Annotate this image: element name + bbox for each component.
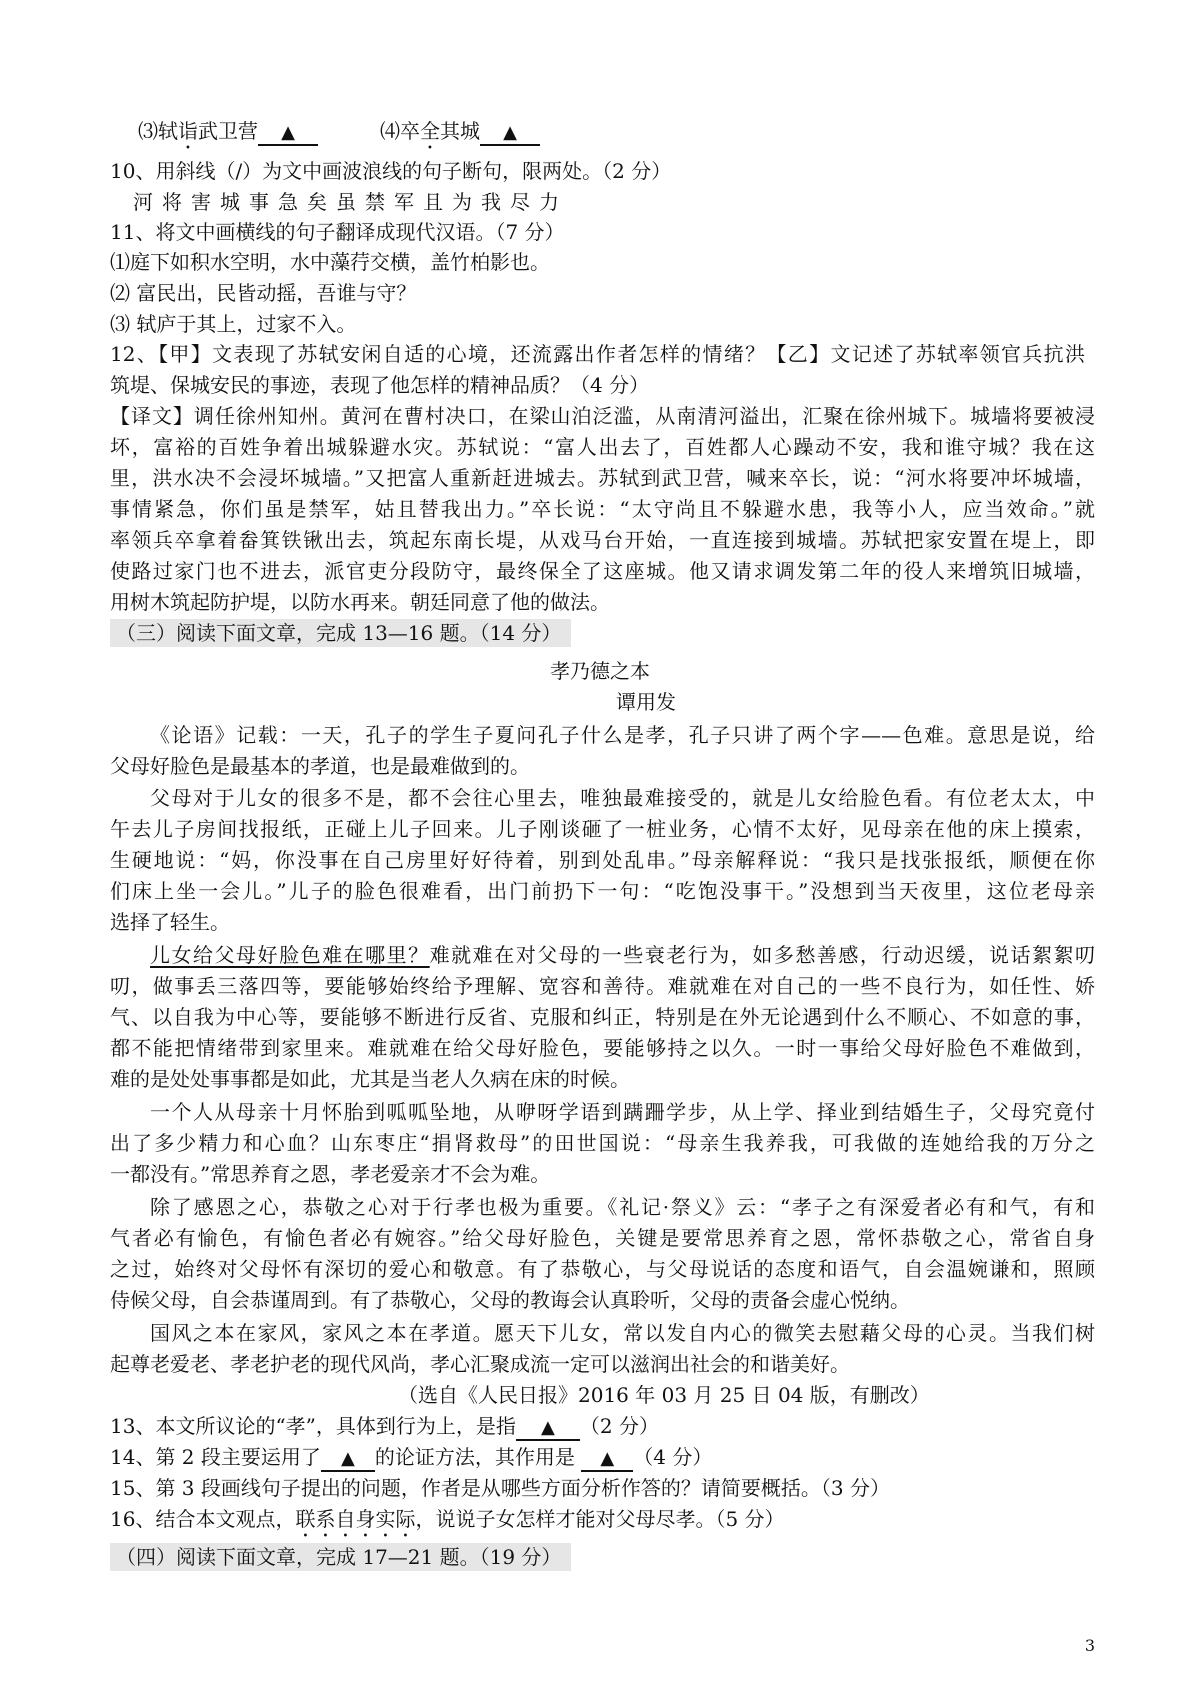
para3-line-1 <box>150 940 1095 970</box>
para2-line-5: 选择了轻生。 <box>110 910 230 934</box>
q14-prefix: 14、第 2 段主要运用了 <box>110 1445 321 1469</box>
answer-blank[interactable]: ▲ <box>321 1448 375 1472</box>
q14 <box>110 1442 712 1472</box>
para3-line-3: 气、以自我为中心等，要能够不断进行反省、克服和纠正，特别是在外无论遇到什么不顺心、不如意的事， <box>110 1005 1095 1029</box>
para5-line-2: 气者必有愉色，有愉色者必有婉容。”给父母好脸色，关键是要常思养育之恩，常怀恭敬之心，常省自身 <box>110 1226 1095 1250</box>
q9-item3 <box>138 116 318 154</box>
q16 <box>110 1504 785 1542</box>
q12-line-1: 12、【甲】文表现了苏轼安闲自适的心境，还流露出作者怎样的情绪？【乙】文记述了苏轼率领官兵抗洪 <box>110 342 1085 366</box>
translation-line-6: 使路过家门也不进去，派官吏分段防守，最终保全了这座城。他又请求调发第二年的役人来增筑旧城墙， <box>110 559 1095 583</box>
translation-line-2: 坏，富裕的百姓争着出城躲避水灾。苏轼说：“富人出去了，百姓都人心躁动不安，我和谁守城？我在这 <box>110 435 1095 459</box>
q9-item3-prefix: ⑶轼 <box>138 119 178 143</box>
q9-item4 <box>380 116 540 154</box>
underlined-question: 儿女给父母好脸色难在哪里？ <box>150 943 430 967</box>
q11-item-2: ⑵ 富民出，民皆动摇，吾谁与守？ <box>110 281 417 305</box>
para1-line-2: 父母好脸色是最基本的孝道，也是最难做到的。 <box>110 754 530 778</box>
translation-line-7: 用树木筑起防护堤，以防水再来。朝廷同意了他的做法。 <box>110 590 610 614</box>
q13-suffix: （2 分） <box>579 1414 659 1438</box>
section3-header <box>110 618 571 648</box>
q13 <box>110 1411 659 1441</box>
q11-item-1: ⑴庭下如积水空明，水中藻荇交横，盖竹柏影也。 <box>110 250 550 274</box>
q14-suffix: （4 分） <box>633 1445 713 1469</box>
q9-item3-dotted-char: 诣 <box>178 119 198 143</box>
section4-header-text: （四）阅读下面文章，完成 17—21 题。（19 分） <box>110 1543 571 1571</box>
q12-line-2: 筑堤、保城安民的事迹，表现了他怎样的精神品质？（4 分） <box>110 373 650 397</box>
para2-line-1: 父母对于儿女的很多不是，都不会往心里去，唯独最难接受的，就是儿女给脸色看。有位老太太，中 <box>150 786 1095 810</box>
q14-middle: 的论证方法，其作用是 <box>374 1445 575 1469</box>
para3-line-5: 难的是处处事事都是如此，尤其是当老人久病在床的时候。 <box>110 1067 630 1091</box>
q9-item4-prefix: ⑷卒 <box>380 119 420 143</box>
q15: 15、第 3 段画线句子提出的问题，作者是从哪些方面分析作答的？请简要概括。（3 分） <box>110 1476 890 1500</box>
para2-line-4: 们床上坐一会儿。”儿子的脸色很难看，出门前扔下一句：“吃饱没事干。”没想到当天夜里，这位老母亲 <box>110 879 1095 903</box>
q9-item3-rest: 武卫营 <box>198 119 258 143</box>
answer-blank[interactable]: ▲ <box>258 122 318 146</box>
para6-line-2: 起尊老爱老、孝老护老的现代风尚，孝心汇聚成流一定可以滋润出社会的和谐美好。 <box>110 1352 850 1376</box>
para3-line-4: 都不能把情绪带到家里来。难就难在给父母好脸色，要能够持之以久。一时一事给父母好脸色不难做到， <box>110 1036 1095 1060</box>
q16-suffix: ，说说子女怎样才能对父母尽孝。（5 分） <box>415 1507 785 1531</box>
article-source: （选自《人民日报》2016 年 03 月 25 日 04 版，有删改） <box>398 1383 930 1407</box>
article-title: 孝乃德之本 <box>550 659 650 683</box>
para4-line-1: 一个人从母亲十月怀胎到呱呱坠地，从咿呀学语到蹒跚学步，从上学、择业到结婚生子，父母究竟付 <box>150 1100 1095 1124</box>
answer-blank[interactable]: ▲ <box>480 122 540 146</box>
q9-item4-dotted-char: 全 <box>420 119 440 143</box>
q16-prefix: 16、结合本文观点， <box>110 1507 296 1531</box>
para1-line-1: 《论语》记载：一天，孔子的学生子夏问孔子什么是孝，孔子只讲了两个字——色难。意思是说，给 <box>150 723 1095 747</box>
para4-line-2: 出了多少精力和心血？山东枣庄“捐肾救母”的田世国说：“母亲生我养我，可我做的连她给我的万分之 <box>110 1131 1095 1155</box>
q11-item-3: ⑶ 轼庐于其上，过家不入。 <box>110 312 357 336</box>
page-number: 3 <box>1084 1636 1095 1655</box>
q11-text: 11、将文中画横线的句子翻译成现代汉语。（7 分） <box>110 220 565 244</box>
q10-text: 10、用斜线（/）为文中画波浪线的句子断句，限两处。（2 分） <box>110 159 672 183</box>
q10-sentence: 河将害城事急矣虽禁军且为我尽力 <box>133 190 568 214</box>
q9-item4-rest: 其城 <box>440 119 480 143</box>
translation-line-4: 事情紧急，你们虽是禁军，姑且替我出力。”卒长说：“太守尚且不躲避水患，我等小人，应当效命。”就 <box>110 497 1095 521</box>
translation-line-3: 里，洪水决不会浸坏城墙。”又把富人重新赶进城去。苏轼到武卫营，喊来卒长，说：“河水将要冲坏城墙， <box>110 466 1095 490</box>
section3-header-text: （三）阅读下面文章，完成 13—16 题。（14 分） <box>110 619 571 647</box>
para4-line-3: 一都没有。”常思养育之恩，孝老爱亲才不会为难。 <box>110 1162 551 1186</box>
answer-blank[interactable]: ▲ <box>516 1417 580 1441</box>
q13-prefix: 13、本文所议论的“孝”，具体到行为上，是指 <box>110 1414 516 1438</box>
para2-line-2: 午去儿子房间找报纸，正碰上儿子回来。儿子刚谈砸了一桩业务，心情不太好，见母亲在他的床上摸索， <box>110 817 1095 841</box>
para5-line-4: 侍候父母，自会恭谨周到。有了恭敬心，父母的教诲会认真聆听，父母的责备会虚心悦纳。 <box>110 1288 910 1312</box>
para5-line-3: 之过，始终对父母怀有深切的爱心和敬意。有了恭敬心，与父母说话的态度和语气，自会温婉谦和，照顾 <box>110 1257 1095 1281</box>
section4-header <box>110 1542 571 1572</box>
translation-line-1: 【译文】调任徐州知州。黄河在曹村决口，在梁山泊泛滥，从南清河溢出，汇聚在徐州城下。城墙将要被浸 <box>110 404 1095 428</box>
translation-line-5: 率领兵卒拿着畚箕铁锹出去，筑起东南长堤，从戏马台开始，一直连接到城墙。苏轼把家安置在堤上，即 <box>110 528 1095 552</box>
para2-line-3: 生硬地说：“妈，你没事在自己房里好好待着，别到处乱串。”母亲解释说：“我只是找张报纸，顺便在你 <box>110 848 1095 872</box>
para3-line-1-rest: 难就难在对父母的一些衰老行为，如多愁善感，行动迟缓，说话絮絮叨 <box>429 943 1096 967</box>
q16-dotted-phrase: 联系自身实际 <box>295 1507 416 1531</box>
para6-line-1: 国风之本在家风，家风之本在孝道。愿天下儿女，常以发自内心的微笑去慰藉父母的心灵。当我们树 <box>150 1321 1095 1345</box>
para5-line-1: 除了感恩之心，恭敬之心对于行孝也极为重要。《礼记·祭义》云：“孝子之有深爱者必有和气，有和 <box>150 1195 1095 1219</box>
para3-line-2: 叨，做事丢三落四等，要能够始终给予理解、宽容和善待。难就难在对自己的一些不良行为，如任性、娇 <box>110 974 1095 998</box>
answer-blank[interactable]: ▲ <box>581 1448 633 1472</box>
article-author: 谭用发 <box>616 690 676 714</box>
